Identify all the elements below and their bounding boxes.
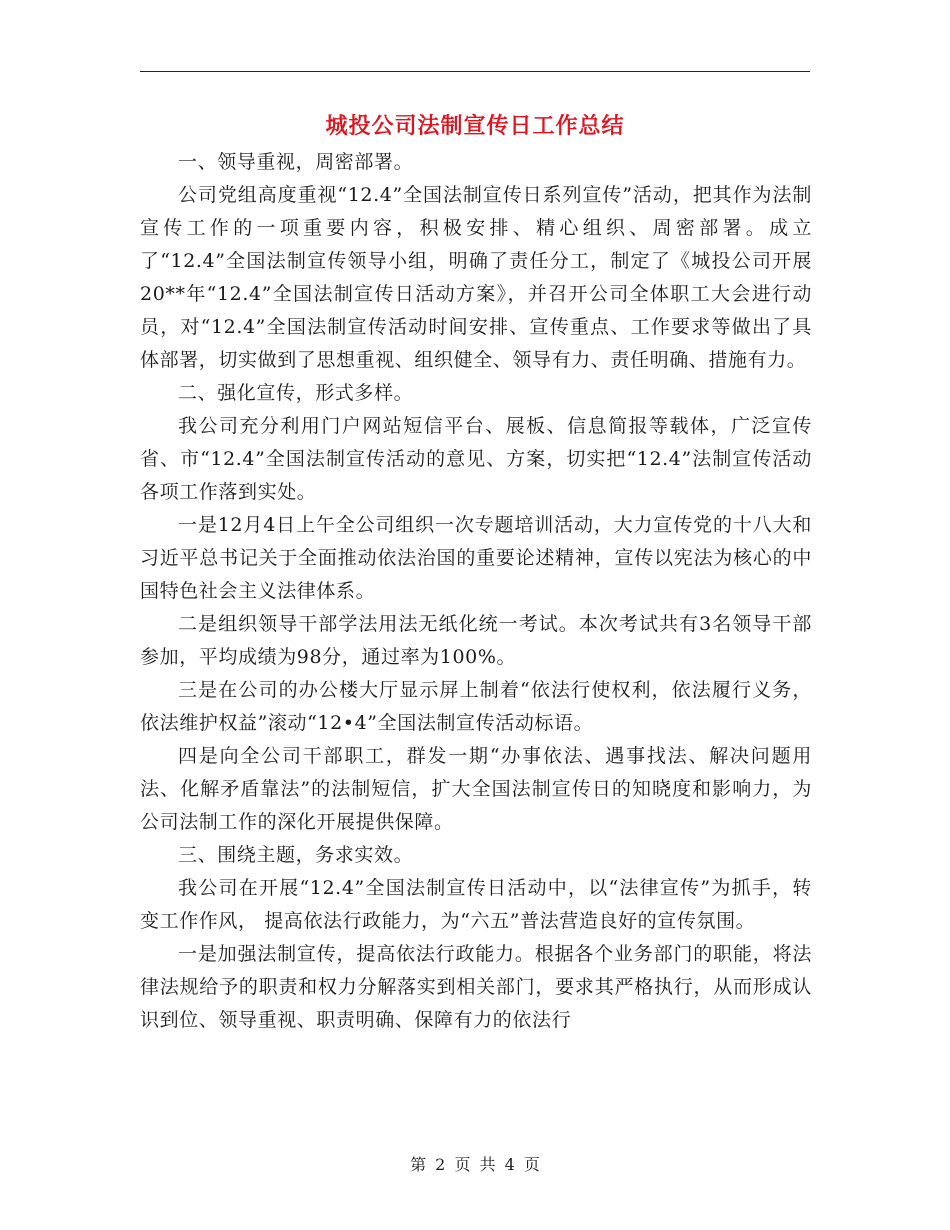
document-title: 城投公司法制宣传日工作总结 [325,113,625,139]
page-footer: 第 2 页 共 4 页 [410,1155,540,1174]
paragraph: 我公司充分利用门户网站短信平台、展板、信息简报等载体，广泛宣传省、市“12.4”全国法制宣传活动的意见、方案，切实把“12.4”法制宣传活动各项工作落到实处。 [140,415,812,503]
header-rule [140,71,810,72]
paragraph: 一是12月4日上午全公司组织一次专题培训活动，大力宣传党的十八大和习近平总书记关于全面推动依法治国的重要论述精神，宣传以宪法为核心的中国特色社会主义法律体系。 [140,514,812,602]
paragraph: 公司党组高度重视“12.4”全国法制宣传日系列宣传”活动，把其作为法制宣传工作的一项重要内容，积极安排、精心组织、周密部署。成立了“12.4”全国法制宣传领导小组，明确了责任分工，制定了《城投公司开展20**年“12.4”全国法制宣传日活动方案》，并召开公司全体职工大会进行动员，对“12.4”全国法制宣传活动时间安排、宣传重点、工作要求等做出了具体部署，切实做到了思想重视、组织健全、领导有力、责任明确、措施有力。 [140,184,812,371]
paragraph: 四是向全公司干部职工，群发一期“办事依法、遇事找法、解决问题用法、化解矛盾靠法”的法制短信，扩大全国法制宣传日的知晓度和影响力，为公司法制工作的深化开展提供保障。 [140,745,812,833]
paragraph: 我公司在开展“12.4”全国法制宣传日活动中，以“法律宣传”为抓手，转变工作作风， 提高依法行政能力，为“六五”普法营造良好的宣传氛围。 [140,877,812,932]
paragraph: 三、围绕主题，务求实效。 [178,844,414,866]
paragraph: 一、领导重视，周密部署。 [178,151,414,173]
paragraph: 二是组织领导干部学法用法无纸化统一考试。本次考试共有3名领导干部参加，平均成绩为98分，通过率为100%。 [140,613,812,668]
paragraph: 一是加强法制宣传，提高依法行政能力。根据各个业务部门的职能，将法律法规给予的职责和权力分解落实到相关部门，要求其严格执行，从而形成认识到位、领导重视、职责明确、保障有力的依法行 [140,943,812,1031]
paragraph: 三是在公司的办公楼大厅显示屏上制着“依法行使权利，依法履行义务，依法维护权益”滚动“12•4”全国法制宣传活动标语。 [140,679,812,734]
paragraph: 二、强化宣传，形式多样。 [178,382,414,404]
document-body [140,146,812,1037]
